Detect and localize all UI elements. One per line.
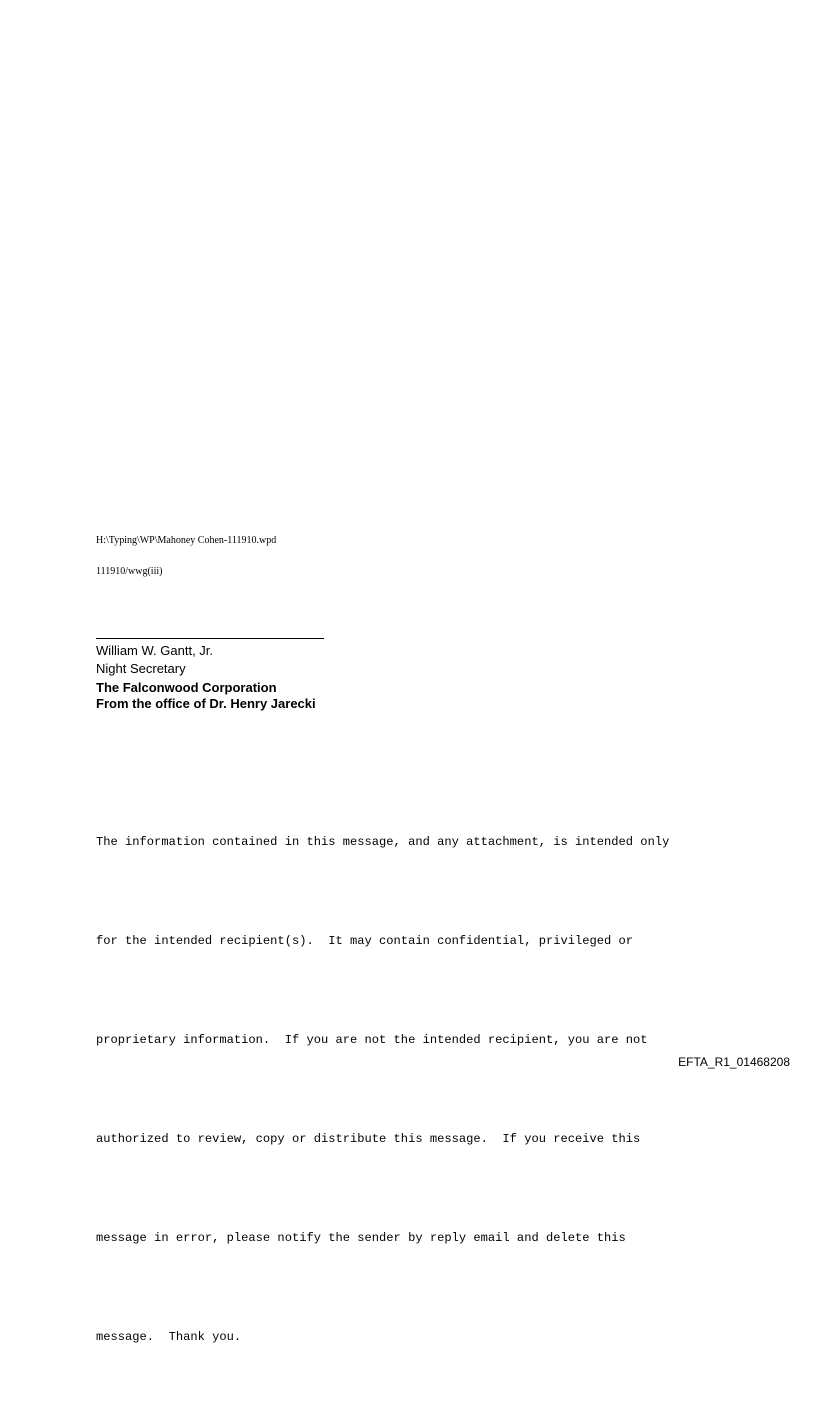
file-path-reference: H:\Typing\WP\Mahoney Cohen-111910.wpd	[96, 535, 277, 546]
typist-reference-code: 111910/wwg(iii)	[96, 566, 163, 577]
disclaimer-line: The information contained in this message, and any attachment, is intended only	[96, 835, 670, 849]
disclaimer-line: message. Thank you.	[96, 1330, 242, 1344]
signature-organization: The Falconwood Corporation	[96, 680, 277, 695]
signature-name: William W. Gantt, Jr.	[96, 643, 214, 658]
signature-divider	[96, 638, 324, 639]
bates-number: EFTA_R1_01468208	[678, 1055, 790, 1069]
disclaimer-line: for the intended recipient(s). It may contain confidential, privileged or	[96, 934, 634, 948]
signature-office: From the office of Dr. Henry Jarecki	[96, 696, 316, 711]
disclaimer-line: proprietary information. If you are not the intended recipient, you are not	[96, 1033, 648, 1047]
signature-title: Night Secretary	[96, 661, 186, 676]
disclaimer-line: message in error, please notify the sender by reply email and delete this	[96, 1231, 626, 1245]
confidentiality-disclaimer	[96, 760, 736, 1420]
disclaimer-line: authorized to review, copy or distribute this message. If you receive this	[96, 1132, 641, 1146]
